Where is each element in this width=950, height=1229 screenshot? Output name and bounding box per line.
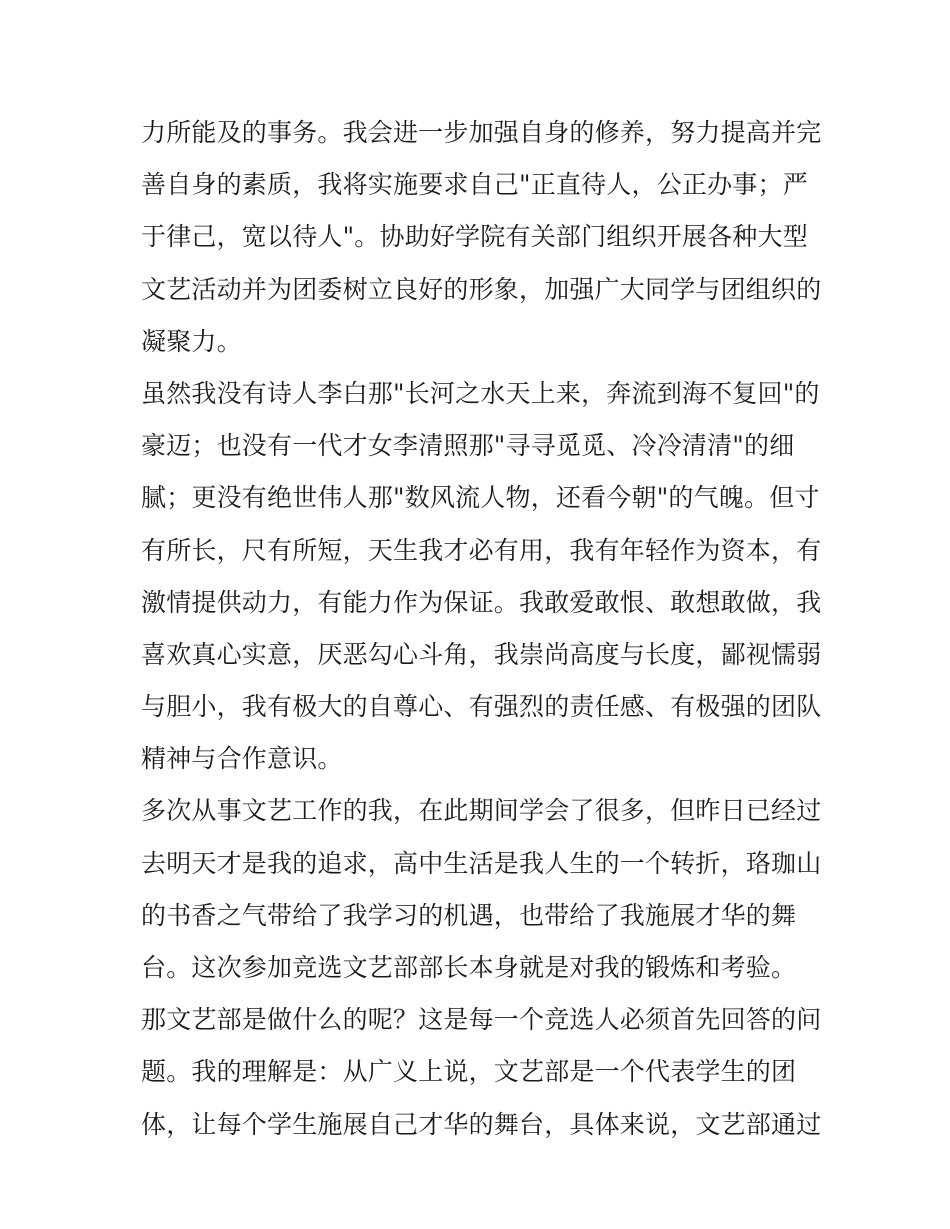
text-line: 的书香之气带给了我学习的机遇，也带给了我施展才华的舞 — [141, 900, 797, 930]
text-line: 豪迈；也没有一代才女李清照那"寻寻觅觅、冷冷清清"的细 — [141, 431, 795, 461]
text-line: 虽然我没有诗人李白那"长河之水天上来，奔流到海不复回"的 — [141, 378, 820, 408]
text-line: 那文艺部是做什么的呢？这是每一个竞选人必须首先回答的问 — [141, 1005, 822, 1035]
text-line: 腻；更没有绝世伟人那"数风流人物，还看今朝"的气魄。但寸 — [141, 483, 820, 513]
text-line: 多次从事文艺工作的我，在此期间学会了很多，但昨日已经过 — [141, 796, 822, 826]
text-line: 于律己，宽以待人"。协助好学院有关部门组织开展各种大型 — [141, 222, 808, 252]
text-line: 台。这次参加竞选文艺部部长本身就是对我的锻炼和考验。 — [141, 953, 797, 982]
text-line: 去明天才是我的追求，高中生活是我人生的一个转折，珞珈山 — [141, 848, 822, 878]
text-line: 体，让每个学生施展自己才华的舞台，具体来说，文艺部通过 — [141, 1109, 822, 1139]
text-line: 有所长，尺有所短，天生我才必有用，我有年轻作为资本，有 — [141, 535, 822, 565]
body-text — [141, 107, 821, 1151]
text-line: 精神与合作意识。 — [141, 744, 343, 774]
text-line: 文艺活动并为团委树立良好的形象，加强广大同学与团组织的 — [141, 274, 822, 304]
text-line: 凝聚力。 — [141, 326, 242, 356]
text-line: 喜欢真心实意，厌恶勾心斗角，我崇尚高度与长度，鄙视懦弱 — [141, 639, 822, 669]
text-line: 力所能及的事务。我会进一步加强自身的修养，努力提高并完 — [141, 118, 822, 147]
text-line: 善自身的素质，我将实施要求自己"正直待人，公正办事；严 — [141, 170, 808, 200]
text-line: 题。我的理解是：从广义上说，文艺部是一个代表学生的团 — [141, 1057, 797, 1087]
text-line: 激情提供动力，有能力作为保证。我敢爱敢恨、敢想敢做，我 — [141, 587, 822, 617]
text-line: 与胆小，我有极大的自尊心、有强烈的责任感、有极强的团队 — [141, 692, 822, 722]
